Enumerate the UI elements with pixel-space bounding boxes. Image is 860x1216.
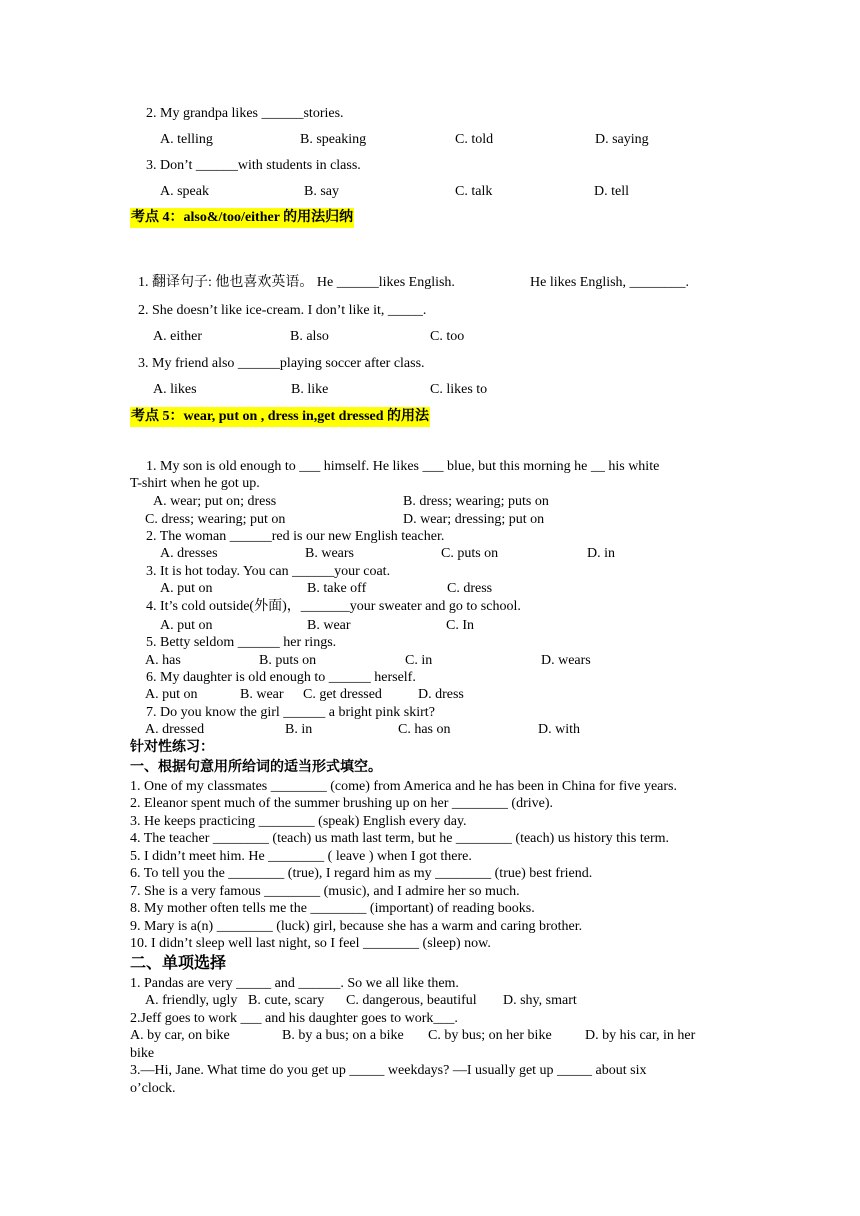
option-b: B. puts on [259,653,317,668]
fill-in-item: 10. I didn’t sleep well last night, so I feel ________ (sleep) now. [130,936,491,951]
fill-in-item: 3. He keeps practicing ________ (speak) English every day. [130,814,467,829]
option-c: C. dangerous, beautiful [346,993,477,1008]
kp4-question-3: 3. My friend also ______playing soccer after class. [138,356,425,371]
option-a: A. by car, on bike [130,1028,230,1043]
option-a: A. telling [160,132,213,147]
option-b: B. wear [307,618,351,633]
option-b: B. like [291,382,329,397]
kp5-question-7: 7. Do you know the girl ______ a bright pink skirt? [146,705,435,720]
fill-in-item: 4. The teacher ________ (teach) us math last term, but he ________ (teach) us history this term. [130,831,669,846]
option-a: A. likes [153,382,197,397]
option-d: D. shy, smart [503,993,577,1008]
question-3: 3. Don’t ______with students in class. [146,158,361,173]
kp4-question-1-part2: He likes English, ________. [530,275,690,290]
option-a: A. put on [160,581,213,596]
fill-in-item: 1. One of my classmates ________ (come) from America and he has been in China for five years. [130,779,677,794]
option-b: B. wear [240,687,284,702]
kp5-question-2: 2. The woman ______red is our new English teacher. [146,529,445,544]
fill-in-item: 2. Eleanor spent much of the summer brushing up on her ________ (drive). [130,796,554,811]
mc-question-2: 2.Jeff goes to work ___ and his daughter goes to work___. [130,1011,458,1026]
fill-in-item: 8. My mother often tells me the ________ (important) of reading books. [130,901,535,916]
option-c: C. get dressed [303,687,382,702]
option-a: A. friendly, ugly [145,993,238,1008]
mc-question-3-wrap: o’clock. [130,1081,176,1096]
kp4-question-2: 2. She doesn’t like ice-cream. I don’t like it, _____. [138,303,427,318]
option-d: D. tell [594,184,629,199]
section-2-title: 二、单项选择 [130,955,227,972]
kp4-question-1: 1. 翻译句子: 他也喜欢英语。 He ______likes English. [138,275,455,290]
option-b: B. cute, scary [248,993,325,1008]
option-b: B. speaking [300,132,367,147]
option-c: C. puts on [441,546,499,561]
option-d: D. dress [418,687,464,702]
option-c: C. dress [447,581,493,596]
option-b: B. take off [307,581,367,596]
kp5-question-5: 5. Betty seldom ______ her rings. [146,635,337,650]
option-d: D. wear; dressing; put on [403,512,545,527]
option-c: C. talk [455,184,493,199]
option-a: A. put on [145,687,198,702]
option-c: C. dress; wearing; put on [145,512,286,527]
option-a: A. has [145,653,181,668]
option-a: A. speak [160,184,209,199]
option-c: C. In [446,618,474,633]
option-d-wrap: bike [130,1046,155,1061]
mc-question-1: 1. Pandas are very _____ and ______. So we all like them. [130,976,459,991]
kp5-question-1-wrap: T-shirt when he got up. [130,476,260,491]
kp5-question-1: 1. My son is old enough to ___ himself. He likes ___ blue, but this morning he __ his white [146,459,660,474]
question-2: 2. My grandpa likes ______stories. [146,106,344,121]
fill-in-item: 5. I didn’t meet him. He ________ ( leave ) when I got there. [130,849,472,864]
practice-title: 针对性练习： [130,740,214,755]
option-d: D. saying [595,132,649,147]
option-b: B. dress; wearing; puts on [403,494,549,509]
option-c: C. too [430,329,465,344]
kp5-question-3: 3. It is hot today. You can ______your coat. [146,564,391,579]
option-c: C. likes to [430,382,488,397]
kp5-question-6: 6. My daughter is old enough to ______ herself. [146,670,416,685]
option-c: C. by bus; on her bike [428,1028,552,1043]
fill-in-item: 7. She is a very famous ________ (music), and I admire her so much. [130,884,520,899]
option-b: B. say [304,184,339,199]
option-d: D. with [538,722,580,737]
option-a: A. either [153,329,202,344]
mc-question-3: 3.—Hi, Jane. What time do you get up _____ weekdays? —I usually get up _____ about six [130,1063,647,1078]
option-c: C. has on [398,722,451,737]
kp5-question-4: 4. It’s cold outside(外面)，_______your sweater and go to school. [146,599,521,614]
key-point-4-heading: 考点 4：also&/too/either 的用法归纳 [130,208,354,228]
option-c: C. in [405,653,433,668]
option-a: A. dressed [145,722,205,737]
option-b: B. in [285,722,313,737]
option-d: D. in [587,546,615,561]
option-a: A. put on [160,618,213,633]
option-b: B. wears [305,546,354,561]
option-a: A. wear; put on; dress [153,494,277,509]
key-point-5-heading: 考点 5：wear, put on , dress in,get dressed 的用法 [130,407,430,427]
option-b: B. also [290,329,329,344]
option-d: D. by his car, in her [585,1028,696,1043]
option-b: B. by a bus; on a bike [282,1028,404,1043]
section-1-title: 一、根据句意用所给词的适当形式填空。 [130,760,382,775]
fill-in-item: 6. To tell you the ________ (true), I regard him as my ________ (true) best friend. [130,866,593,881]
fill-in-item: 9. Mary is a(n) ________ (luck) girl, because she has a warm and caring brother. [130,919,583,934]
option-a: A. dresses [160,546,218,561]
option-d: D. wears [541,653,591,668]
option-c: C. told [455,132,494,147]
